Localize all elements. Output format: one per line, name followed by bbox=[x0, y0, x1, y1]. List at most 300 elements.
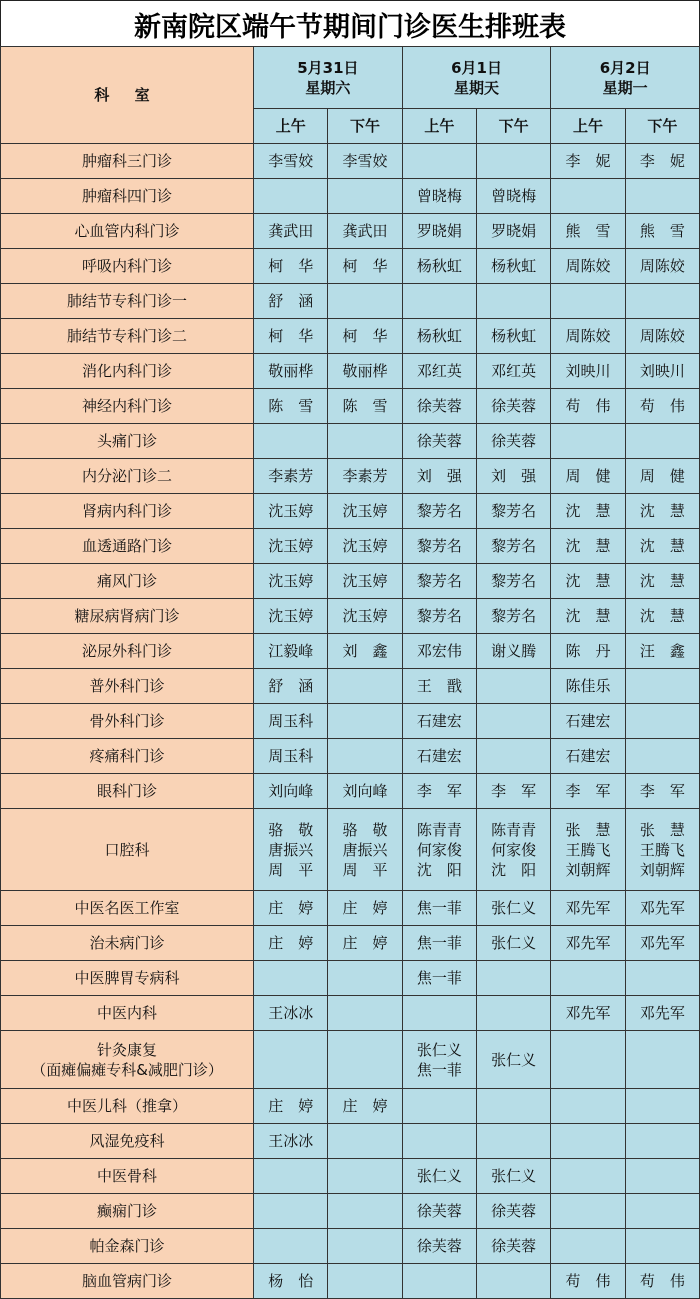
day-weekday: 星期天 bbox=[454, 78, 500, 97]
doctor-cell bbox=[625, 1194, 699, 1229]
doctor-name: 罗晓娟 bbox=[416, 222, 462, 240]
doctor-name: 庄 婷 bbox=[342, 1097, 388, 1115]
doctor-cell bbox=[625, 389, 699, 424]
doctor-name: 骆 敬 bbox=[268, 820, 314, 839]
doctor-name: 邓先军 bbox=[565, 899, 611, 917]
doctor-cell bbox=[477, 809, 551, 891]
doctor-cell bbox=[625, 179, 699, 214]
doctor-cell bbox=[477, 424, 551, 459]
doctor-cell bbox=[328, 891, 402, 926]
day-date: 6月2日 bbox=[599, 58, 651, 77]
doctor-name: 唐振兴 bbox=[342, 840, 388, 859]
doctor-name: 焦一菲 bbox=[416, 1060, 462, 1079]
doctor-name: 黎芳名 bbox=[491, 537, 537, 555]
department-cell bbox=[1, 809, 254, 891]
doctor-cell bbox=[551, 354, 625, 389]
doctor-name: 王冰冰 bbox=[268, 1132, 314, 1150]
am-header: 上午 bbox=[551, 109, 625, 144]
doctor-cell bbox=[477, 459, 551, 494]
doctor-name: 陈青青 bbox=[491, 820, 537, 839]
department-cell bbox=[1, 424, 254, 459]
doctor-name: 龚武田 bbox=[268, 222, 314, 240]
doctor-cell bbox=[254, 494, 328, 529]
doctor-name: 江毅峰 bbox=[268, 642, 314, 660]
doctor-name: 石建宏 bbox=[565, 712, 611, 730]
doctor-name: 熊 雪 bbox=[639, 222, 685, 240]
pm-header: 下午 bbox=[328, 109, 402, 144]
doctor-cell bbox=[402, 319, 476, 354]
doctor-name: 徐芙蓉 bbox=[491, 432, 537, 450]
doctor-cell bbox=[625, 459, 699, 494]
doctor-cell bbox=[477, 494, 551, 529]
doctor-cell bbox=[551, 319, 625, 354]
doctor-cell bbox=[551, 996, 625, 1031]
doctor-name: 庄 婷 bbox=[268, 899, 314, 917]
doctor-name: 邓先军 bbox=[639, 899, 685, 917]
doctor-cell bbox=[328, 389, 402, 424]
department-name: 脑血管病门诊 bbox=[82, 1272, 173, 1290]
doctor-name: 李 军 bbox=[491, 782, 537, 800]
department-cell bbox=[1, 389, 254, 424]
doctor-cell bbox=[402, 1159, 476, 1194]
doctor-name: 刘映川 bbox=[639, 362, 685, 380]
doctor-cell bbox=[625, 564, 699, 599]
table-row bbox=[1, 249, 700, 284]
doctor-cell bbox=[551, 809, 625, 891]
doctor-name: 王腾飞 bbox=[639, 840, 685, 859]
doctor-cell bbox=[402, 144, 476, 179]
doctor-cell bbox=[477, 926, 551, 961]
doctor-name: 张仁义 bbox=[491, 1050, 537, 1069]
doctor-name: 徐芙蓉 bbox=[416, 432, 462, 450]
doctor-name: 罗晓娟 bbox=[491, 222, 537, 240]
doctor-cell bbox=[328, 1124, 402, 1159]
doctor-name: 黎芳名 bbox=[491, 502, 537, 520]
doctor-name: 沈 慧 bbox=[565, 537, 611, 555]
doctor-cell bbox=[477, 249, 551, 284]
doctor-name: 熊 雪 bbox=[565, 222, 611, 240]
department-cell bbox=[1, 1194, 254, 1229]
doctor-name: 何家俊 bbox=[491, 840, 537, 859]
doctor-cell bbox=[625, 809, 699, 891]
doctor-cell bbox=[551, 1264, 625, 1299]
doctor-cell bbox=[254, 634, 328, 669]
doctor-cell bbox=[402, 494, 476, 529]
doctor-name: 舒 涵 bbox=[268, 292, 314, 310]
department-name: 肺结节专科门诊二 bbox=[67, 327, 188, 345]
doctor-name: 王冰冰 bbox=[268, 1004, 314, 1022]
doctor-name: 陈佳乐 bbox=[565, 677, 611, 695]
department-cell bbox=[1, 179, 254, 214]
department-name: 肺结节专科门诊一 bbox=[67, 292, 188, 310]
table-row bbox=[1, 704, 700, 739]
doctor-cell bbox=[328, 1031, 402, 1089]
doctor-name: 陈 雪 bbox=[342, 397, 388, 415]
doctor-cell bbox=[402, 249, 476, 284]
department-name: 骨外科门诊 bbox=[89, 712, 165, 730]
doctor-cell bbox=[402, 389, 476, 424]
table-row bbox=[1, 669, 700, 704]
doctor-name: 邓先军 bbox=[565, 1004, 611, 1022]
table-row bbox=[1, 926, 700, 961]
doctor-cell bbox=[254, 354, 328, 389]
doctor-cell bbox=[477, 739, 551, 774]
doctor-cell bbox=[477, 319, 551, 354]
doctor-cell bbox=[625, 1031, 699, 1089]
doctor-cell bbox=[477, 774, 551, 809]
doctor-cell bbox=[254, 284, 328, 319]
doctor-name: 周陈姣 bbox=[639, 327, 685, 345]
doctor-cell bbox=[254, 319, 328, 354]
department-name: 癫痫门诊 bbox=[97, 1202, 158, 1220]
department-name: 中医名医工作室 bbox=[74, 899, 180, 917]
department-cell bbox=[1, 1089, 254, 1124]
pm-header: 下午 bbox=[477, 109, 551, 144]
doctor-cell bbox=[477, 144, 551, 179]
doctor-cell bbox=[477, 634, 551, 669]
doctor-cell bbox=[328, 1159, 402, 1194]
doctor-cell bbox=[328, 1229, 402, 1264]
table-row bbox=[1, 774, 700, 809]
doctor-cell bbox=[551, 669, 625, 704]
doctor-name: 王腾飞 bbox=[565, 840, 611, 859]
doctor-cell bbox=[254, 1124, 328, 1159]
department-name: 风湿免疫科 bbox=[89, 1132, 165, 1150]
doctor-cell bbox=[625, 529, 699, 564]
doctor-cell bbox=[551, 1089, 625, 1124]
doctor-name: 谢义腾 bbox=[491, 642, 537, 660]
doctor-cell bbox=[477, 529, 551, 564]
doctor-cell bbox=[625, 704, 699, 739]
doctor-cell bbox=[328, 564, 402, 599]
doctor-cell bbox=[328, 669, 402, 704]
doctor-cell bbox=[477, 1031, 551, 1089]
doctor-cell bbox=[402, 634, 476, 669]
doctor-cell bbox=[328, 144, 402, 179]
doctor-cell bbox=[551, 891, 625, 926]
doctor-name: 柯 华 bbox=[268, 257, 314, 275]
department-cell bbox=[1, 739, 254, 774]
page-title: 新南院区端午节期间门诊医生排班表 bbox=[0, 0, 700, 47]
doctor-cell bbox=[625, 494, 699, 529]
doctor-cell bbox=[254, 704, 328, 739]
doctor-name: 柯 华 bbox=[342, 257, 388, 275]
doctor-cell bbox=[477, 599, 551, 634]
doctor-cell bbox=[254, 996, 328, 1031]
doctor-cell bbox=[402, 809, 476, 891]
table-row bbox=[1, 144, 700, 179]
am-header: 上午 bbox=[254, 109, 328, 144]
doctor-cell bbox=[477, 1264, 551, 1299]
doctor-name: 苟 伟 bbox=[639, 397, 685, 415]
doctor-cell bbox=[625, 774, 699, 809]
doctor-name: 李 妮 bbox=[639, 152, 685, 170]
table-row bbox=[1, 284, 700, 319]
table-row bbox=[1, 389, 700, 424]
doctor-cell bbox=[402, 564, 476, 599]
department-name: 眼科门诊 bbox=[97, 782, 158, 800]
doctor-cell bbox=[625, 634, 699, 669]
doctor-name: 李素芳 bbox=[268, 467, 314, 485]
doctor-cell bbox=[625, 1159, 699, 1194]
day-header bbox=[551, 47, 700, 109]
doctor-cell bbox=[328, 1194, 402, 1229]
doctor-cell bbox=[402, 1124, 476, 1159]
doctor-name: 焦一菲 bbox=[416, 969, 462, 987]
department-cell bbox=[1, 669, 254, 704]
doctor-name: 徐芙蓉 bbox=[491, 1202, 537, 1220]
department-name: 内分泌门诊二 bbox=[82, 467, 173, 485]
doctor-cell bbox=[254, 891, 328, 926]
doctor-name: 周陈姣 bbox=[565, 327, 611, 345]
department-cell bbox=[1, 144, 254, 179]
department-name: 呼吸内科门诊 bbox=[82, 257, 173, 275]
doctor-name: 徐芙蓉 bbox=[491, 397, 537, 415]
doctor-name: 李 军 bbox=[416, 782, 462, 800]
department-name: 泌尿外科门诊 bbox=[82, 642, 173, 660]
doctor-name: 周 平 bbox=[342, 860, 388, 879]
doctor-cell bbox=[402, 214, 476, 249]
table-row bbox=[1, 319, 700, 354]
doctor-cell bbox=[477, 389, 551, 424]
department-cell bbox=[1, 1124, 254, 1159]
header-date-row bbox=[1, 47, 700, 109]
department-cell bbox=[1, 704, 254, 739]
doctor-name: 杨秋虹 bbox=[416, 327, 462, 345]
doctor-cell bbox=[551, 599, 625, 634]
doctor-cell bbox=[402, 354, 476, 389]
doctor-cell bbox=[402, 1264, 476, 1299]
day-date: 6月1日 bbox=[451, 58, 502, 77]
doctor-name: 张仁义 bbox=[491, 934, 537, 952]
department-name: 中医骨科 bbox=[97, 1167, 158, 1185]
doctor-cell bbox=[402, 1194, 476, 1229]
doctor-cell bbox=[254, 529, 328, 564]
doctor-name: 沈 慧 bbox=[565, 502, 611, 520]
table-row bbox=[1, 891, 700, 926]
doctor-name: 沈玉婷 bbox=[342, 572, 388, 590]
department-name: 帕金森门诊 bbox=[89, 1237, 165, 1255]
department-name: 中医内科 bbox=[97, 1004, 158, 1022]
doctor-cell bbox=[551, 739, 625, 774]
department-name: 普外科门诊 bbox=[89, 677, 165, 695]
doctor-cell bbox=[328, 704, 402, 739]
doctor-cell bbox=[328, 214, 402, 249]
doctor-cell bbox=[477, 1229, 551, 1264]
doctor-name: 周 平 bbox=[268, 860, 314, 879]
doctor-name: 沈玉婷 bbox=[268, 502, 314, 520]
doctor-name: 张 慧 bbox=[565, 820, 611, 839]
doctor-cell bbox=[477, 891, 551, 926]
doctor-cell bbox=[625, 284, 699, 319]
doctor-name: 刘向峰 bbox=[268, 782, 314, 800]
table-row bbox=[1, 424, 700, 459]
doctor-cell bbox=[402, 669, 476, 704]
doctor-name: 黎芳名 bbox=[416, 502, 462, 520]
doctor-cell bbox=[328, 354, 402, 389]
doctor-cell bbox=[551, 144, 625, 179]
doctor-name: 刘朝辉 bbox=[565, 860, 611, 879]
doctor-name: 沈玉婷 bbox=[342, 607, 388, 625]
doctor-name: 何家俊 bbox=[416, 840, 462, 859]
doctor-cell bbox=[402, 529, 476, 564]
doctor-cell bbox=[254, 214, 328, 249]
doctor-name: 张 慧 bbox=[639, 820, 685, 839]
doctor-name: 沈玉婷 bbox=[342, 537, 388, 555]
doctor-cell bbox=[254, 1194, 328, 1229]
department-name: 神经内科门诊 bbox=[82, 397, 173, 415]
table-row bbox=[1, 996, 700, 1031]
doctor-cell bbox=[328, 599, 402, 634]
doctor-cell bbox=[328, 249, 402, 284]
doctor-name: 黎芳名 bbox=[416, 607, 462, 625]
doctor-cell bbox=[477, 961, 551, 996]
doctor-name: 沈 慧 bbox=[639, 572, 685, 590]
doctor-cell bbox=[477, 354, 551, 389]
doctor-name: 敬丽桦 bbox=[268, 362, 314, 380]
doctor-name: 杨 怡 bbox=[268, 1272, 314, 1290]
doctor-name: 刘 鑫 bbox=[342, 642, 388, 660]
doctor-name: 邓红英 bbox=[416, 362, 462, 380]
department-cell bbox=[1, 891, 254, 926]
department-cell bbox=[1, 249, 254, 284]
doctor-name: 张仁义 bbox=[491, 899, 537, 917]
doctor-name: 沈玉婷 bbox=[268, 607, 314, 625]
day-weekday: 星期六 bbox=[305, 78, 351, 97]
doctor-cell bbox=[551, 249, 625, 284]
department-name: 心血管内科门诊 bbox=[74, 222, 180, 240]
day-header bbox=[402, 47, 551, 109]
department-name: 消化内科门诊 bbox=[82, 362, 173, 380]
doctor-cell bbox=[551, 459, 625, 494]
doctor-cell bbox=[551, 424, 625, 459]
doctor-cell bbox=[625, 214, 699, 249]
doctor-name: 沈 阳 bbox=[491, 860, 537, 879]
doctor-cell bbox=[328, 459, 402, 494]
doctor-cell bbox=[328, 424, 402, 459]
doctor-name: 石建宏 bbox=[416, 712, 462, 730]
doctor-cell bbox=[477, 1124, 551, 1159]
doctor-cell bbox=[328, 1264, 402, 1299]
doctor-cell bbox=[402, 459, 476, 494]
doctor-cell bbox=[328, 529, 402, 564]
doctor-name: 徐芙蓉 bbox=[416, 397, 462, 415]
doctor-name: 周陈姣 bbox=[565, 257, 611, 275]
doctor-name: 庄 婷 bbox=[342, 899, 388, 917]
doctor-cell bbox=[477, 1089, 551, 1124]
department-cell bbox=[1, 284, 254, 319]
doctor-cell bbox=[254, 774, 328, 809]
department-cell bbox=[1, 319, 254, 354]
doctor-cell bbox=[551, 529, 625, 564]
doctor-name: 沈 阳 bbox=[416, 860, 462, 879]
doctor-cell bbox=[328, 996, 402, 1031]
doctor-cell bbox=[254, 1229, 328, 1264]
doctor-cell bbox=[551, 564, 625, 599]
doctor-cell bbox=[551, 774, 625, 809]
doctor-cell bbox=[625, 599, 699, 634]
table-row bbox=[1, 564, 700, 599]
table-row bbox=[1, 459, 700, 494]
doctor-cell bbox=[254, 179, 328, 214]
doctor-name: 刘向峰 bbox=[342, 782, 388, 800]
department-name: 头痛门诊 bbox=[97, 432, 158, 450]
doctor-name: 邓先军 bbox=[639, 934, 685, 952]
doctor-name: 沈 慧 bbox=[565, 572, 611, 590]
table-row bbox=[1, 1229, 700, 1264]
doctor-cell bbox=[254, 926, 328, 961]
doctor-name: 刘 强 bbox=[416, 467, 462, 485]
doctor-name: 周陈姣 bbox=[639, 257, 685, 275]
doctor-cell bbox=[551, 284, 625, 319]
doctor-name: 黎芳名 bbox=[491, 607, 537, 625]
doctor-name: 柯 华 bbox=[268, 327, 314, 345]
doctor-cell bbox=[254, 1031, 328, 1089]
schedule-table bbox=[0, 46, 700, 1299]
table-row bbox=[1, 1194, 700, 1229]
doctor-name: 庄 婷 bbox=[342, 934, 388, 952]
doctor-cell bbox=[254, 961, 328, 996]
doctor-cell bbox=[402, 891, 476, 926]
department-header: 科 室 bbox=[1, 47, 254, 144]
doctor-name: 张仁义 bbox=[416, 1167, 462, 1185]
doctor-cell bbox=[477, 284, 551, 319]
doctor-cell bbox=[402, 1031, 476, 1089]
doctor-cell bbox=[254, 389, 328, 424]
doctor-cell bbox=[625, 669, 699, 704]
doctor-cell bbox=[328, 809, 402, 891]
doctor-name: 周玉科 bbox=[268, 712, 314, 730]
department-name: 肿瘤科四门诊 bbox=[82, 187, 173, 205]
doctor-cell bbox=[254, 249, 328, 284]
doctor-name: 黎芳名 bbox=[416, 572, 462, 590]
department-cell bbox=[1, 961, 254, 996]
department-name: 口腔科 bbox=[104, 840, 150, 859]
doctor-cell bbox=[402, 1229, 476, 1264]
doctor-cell bbox=[328, 1089, 402, 1124]
doctor-cell bbox=[625, 424, 699, 459]
doctor-cell bbox=[551, 214, 625, 249]
doctor-cell bbox=[551, 1031, 625, 1089]
department-name: 疼痛科门诊 bbox=[89, 747, 165, 765]
department-cell bbox=[1, 564, 254, 599]
doctor-cell bbox=[625, 739, 699, 774]
table-row bbox=[1, 961, 700, 996]
doctor-cell bbox=[477, 1159, 551, 1194]
department-cell bbox=[1, 774, 254, 809]
table-row bbox=[1, 529, 700, 564]
department-cell bbox=[1, 529, 254, 564]
doctor-name: 陈 丹 bbox=[565, 642, 611, 660]
doctor-cell bbox=[402, 1089, 476, 1124]
doctor-cell bbox=[328, 739, 402, 774]
table-row bbox=[1, 1159, 700, 1194]
day-header bbox=[254, 47, 403, 109]
doctor-name: 庄 婷 bbox=[268, 934, 314, 952]
doctor-cell bbox=[402, 704, 476, 739]
doctor-name: 汪 鑫 bbox=[639, 642, 685, 660]
doctor-cell bbox=[254, 144, 328, 179]
doctor-cell bbox=[625, 144, 699, 179]
day-date: 5月31日 bbox=[297, 58, 359, 77]
table-row bbox=[1, 494, 700, 529]
doctor-cell bbox=[477, 179, 551, 214]
doctor-name: 黎芳名 bbox=[491, 572, 537, 590]
doctor-cell bbox=[551, 634, 625, 669]
pm-header: 下午 bbox=[625, 109, 699, 144]
doctor-cell bbox=[551, 926, 625, 961]
doctor-name: 李雪姣 bbox=[268, 152, 314, 170]
